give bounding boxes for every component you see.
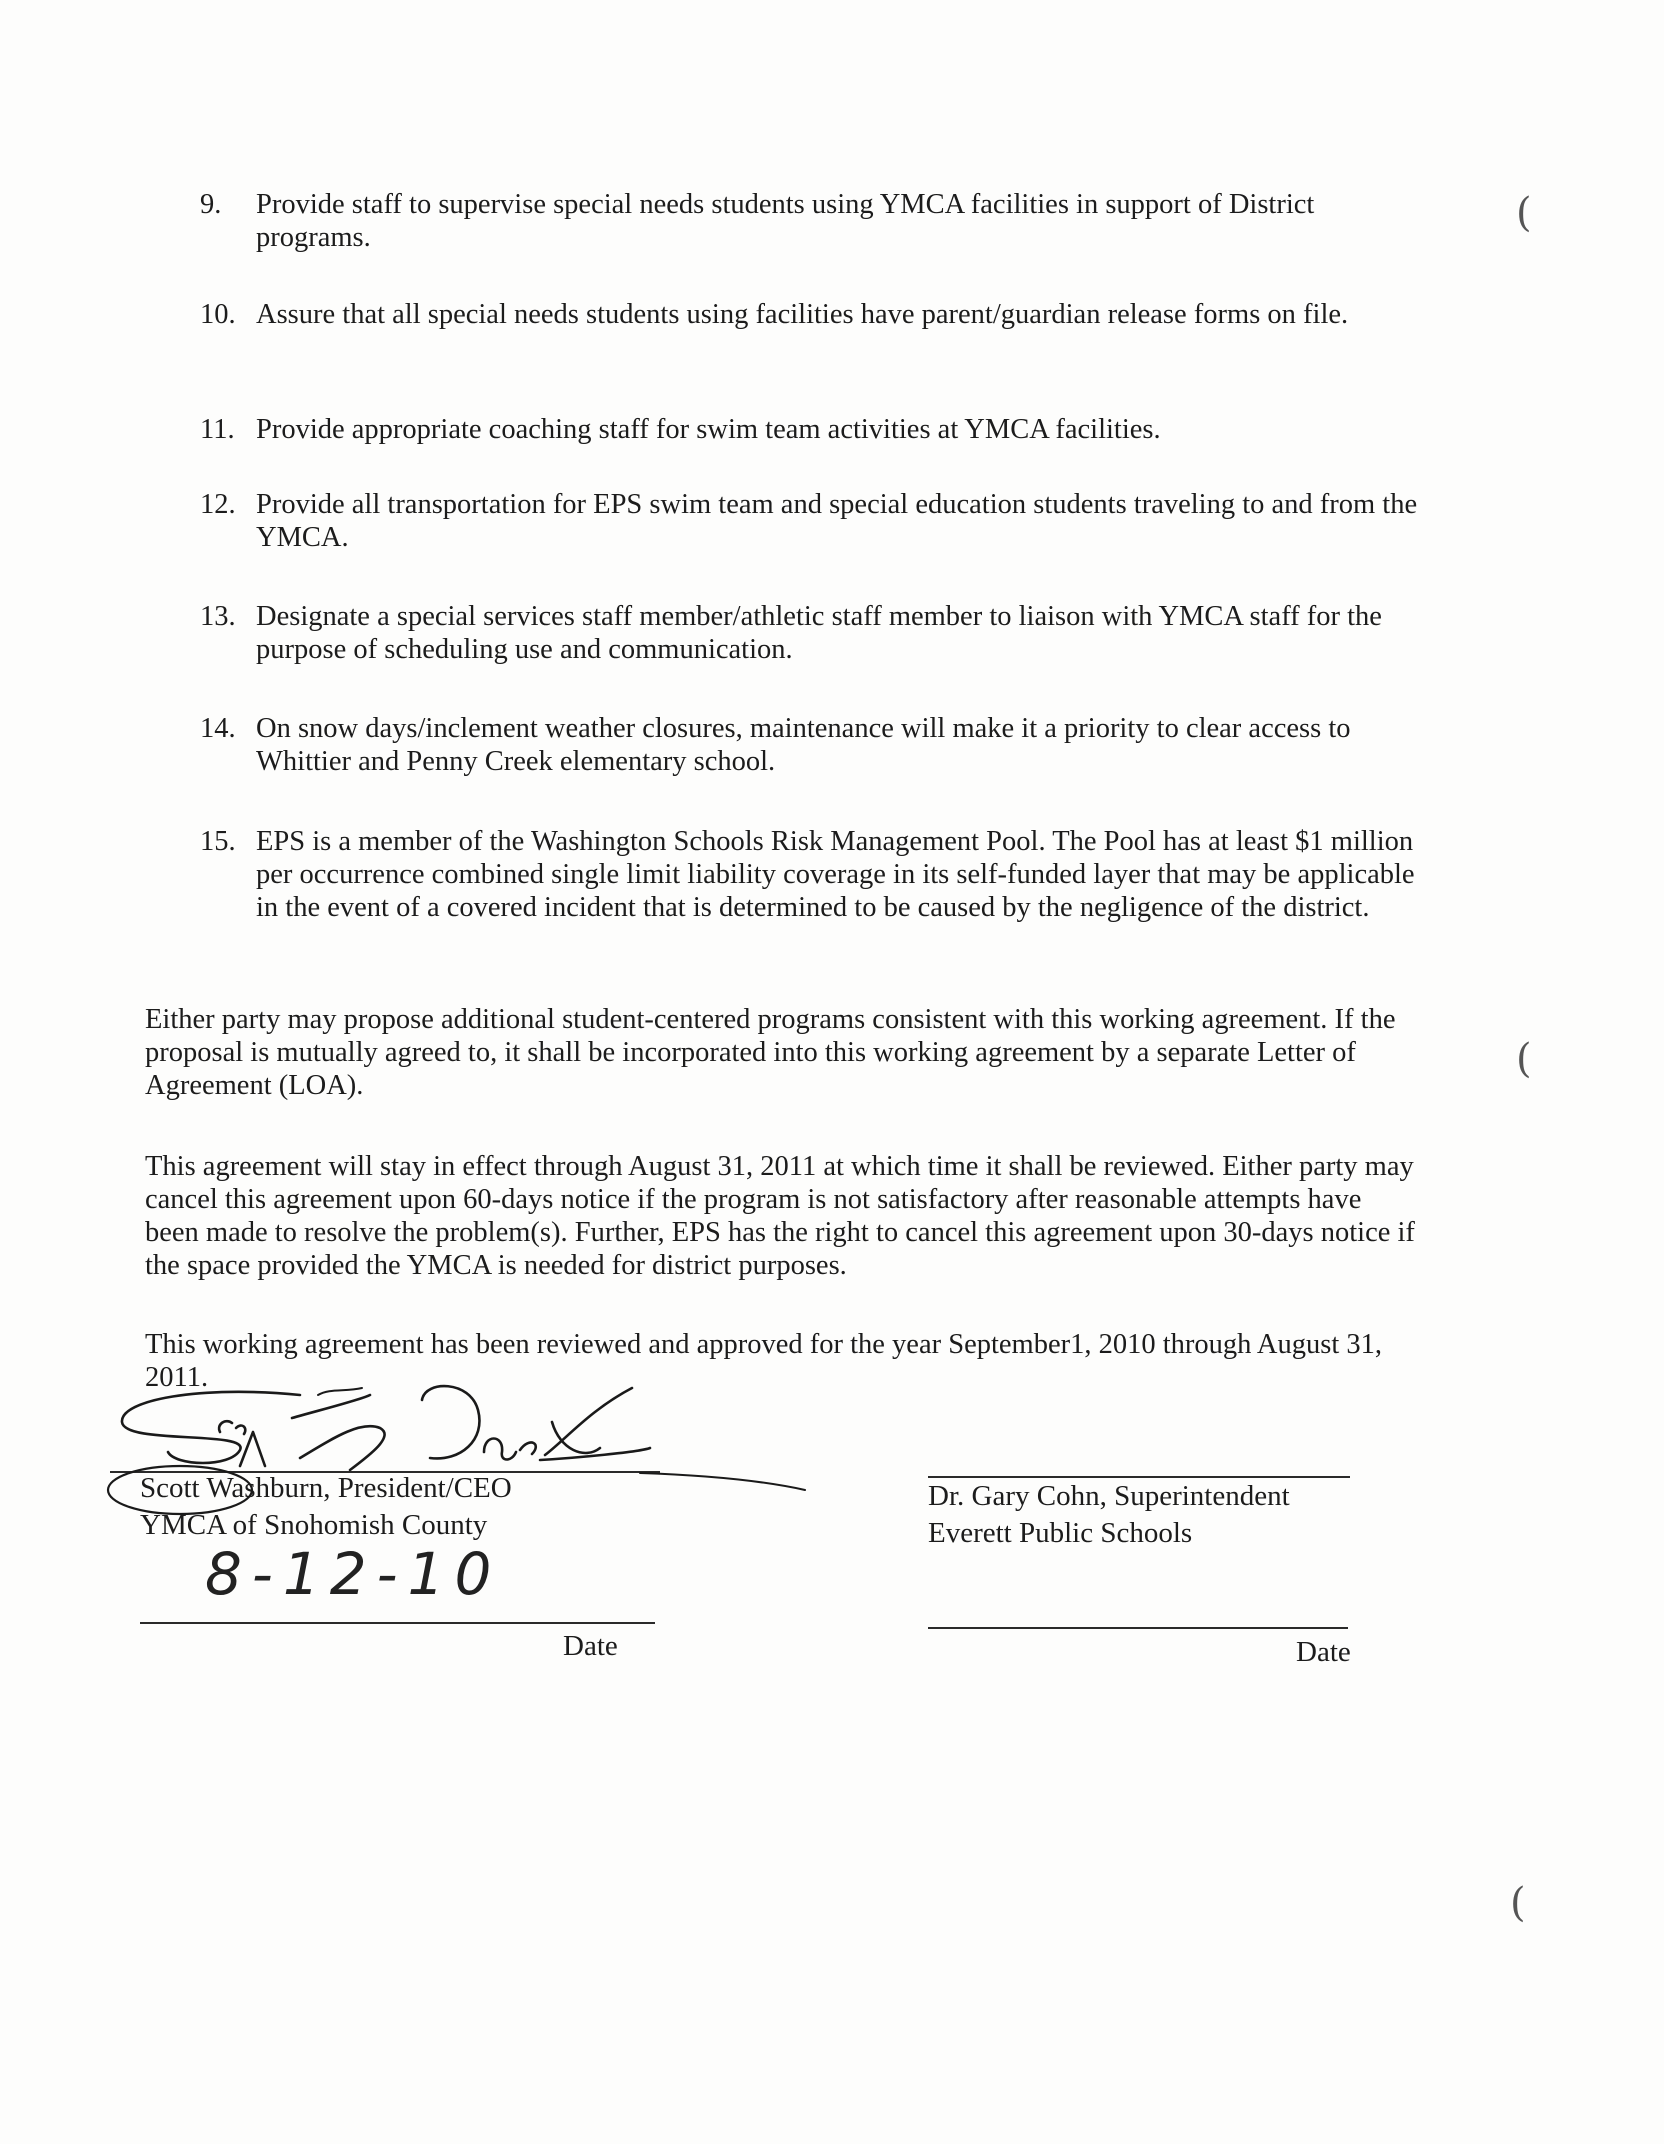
item-text: Assure that all special needs students using facilities have parent/guardian release forms on file. [256,299,1349,330]
item-number: 13. [200,601,236,632]
date-label-right: Date [1296,1636,1351,1668]
item-number: 12. [200,489,236,520]
margin-mark: ( [1516,190,1532,236]
signatory-name-title: Scott Washburn, President/CEO [140,1472,512,1504]
item-text: Provide all transportation for EPS swim team and special education students traveling to and from the YMCA. [256,489,1418,553]
item-number: 9. [200,189,222,220]
handwritten-date: 8-12-10 [205,1540,502,1608]
margin-mark: ( [1516,1036,1532,1082]
item-text: On snow days/inclement weather closures, maintenance will make it a priority to clear access to Whittier and Penny Creek elementary school. [256,713,1351,777]
signatory-organization: YMCA of Snohomish County [140,1509,488,1541]
approval-paragraph: This working agreement has been reviewed and approved for the year September1, 2010 through August 31, 2011. [145,1329,1383,1393]
term-paragraph: This agreement will stay in effect through August 31, 2011 at which time it shall be reviewed. Either party may cancel this agreement upon 60-days notice if the program is not satisfactory after reasonable attempts have been made to resolve the problem(s). Further, EPS has the right to cancel this agreement upon 30-days notice if the space provided the YMCA is needed for district purposes. [145,1151,1415,1281]
item-text: EPS is a member of the Washington Schools Risk Management Pool. The Pool has at least $1 million per occurrence combined single limit liability coverage in its self-funded layer that may be applicable in the event of a covered incident that is determined to be caused by the negligence of the district. [256,826,1415,923]
signatory-organization: Everett Public Schools [928,1517,1193,1549]
item-number: 10. [200,299,236,330]
proposals-paragraph: Either party may propose additional student-centered programs consistent with this working agreement. If the proposal is mutually agreed to, it shall be incorporated into this working agreement by a separate Letter of Agreement (LOA). [145,1004,1396,1101]
date-label-left: Date [563,1630,618,1662]
item-number: 14. [200,713,236,744]
item-number: 11. [200,414,235,445]
item-text: Provide staff to supervise special needs students using YMCA facilities in support of District programs. [256,189,1315,253]
margin-mark: ( [1510,1880,1526,1926]
item-text: Designate a special services staff member/athletic staff member to liaison with YMCA staff for the purpose of scheduling use and communication. [256,601,1382,665]
item-text: Provide appropriate coaching staff for swim team activities at YMCA facilities. [256,414,1161,445]
item-number: 15. [200,826,236,857]
signatory-name-title: Dr. Gary Cohn, Superintendent [928,1480,1290,1512]
